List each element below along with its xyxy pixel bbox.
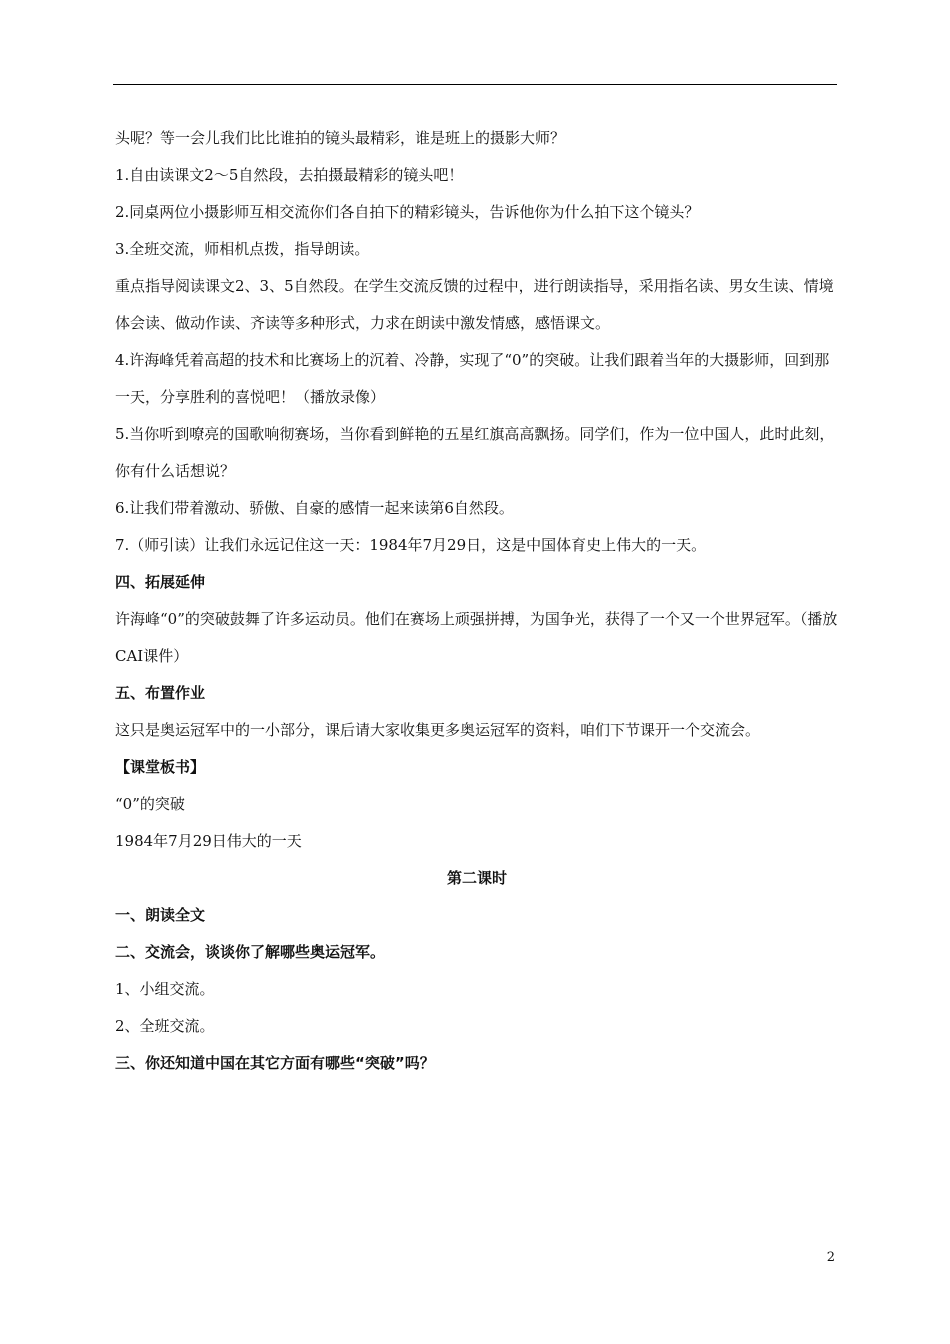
page-number: 2 (826, 1250, 835, 1265)
heading-breakthroughs: 三、你还知道中国在其它方面有哪些“突破”吗？ (115, 1054, 435, 1072)
exchange-item-1: 1、小组交流。 (115, 980, 215, 998)
second-lesson-title: 第二课时 (446, 869, 507, 887)
heading-read-full: 一、朗读全文 (115, 906, 206, 924)
step-7: 7.（师引读）让我们永远记住这一天：1984年7月29日，这是中国体育史上伟大的一天。 (115, 536, 707, 554)
document-body (115, 120, 839, 1082)
step-4: 4.许海峰凭着高超的技术和比赛场上的沉着、冷静，实现了“0”的突破。让我们跟着当年的大摄影师，回到那一天，分享胜利的喜悦吧！（播放录像） (115, 351, 830, 406)
header-rule (113, 84, 837, 85)
heading-exchange: 二、交流会，谈谈你了解哪些奥运冠军。 (115, 943, 386, 961)
extension-text: 许海峰“0”的突破鼓舞了许多运动员。他们在赛场上顽强拼搏，为国争光，获得了一个又一个世界冠军。（播放CAI课件） (115, 610, 838, 665)
step-1: 1.自由读课文2～5自然段，去拍摄最精彩的镜头吧！ (115, 166, 464, 184)
reading-guidance: 重点指导阅读课文2、3、5自然段。在学生交流反馈的过程中，进行朗读指导，采用指名读、男女生读、情境体会读、做动作读、齐读等多种形式，力求在朗读中激发情感，感悟课文。 (115, 277, 834, 332)
step-3: 3.全班交流，师相机点拨，指导朗读。 (115, 240, 370, 258)
blackboard-line-2: 1984年7月29日伟大的一天 (115, 832, 302, 850)
heading-blackboard: 【课堂板书】 (115, 758, 206, 776)
paragraph-cont: 头呢？等一会儿我们比比谁拍的镜头最精彩，谁是班上的摄影大师？ (115, 129, 566, 147)
blackboard-line-1: “0”的突破 (115, 795, 185, 813)
step-2: 2.同桌两位小摄影师互相交流你们各自拍下的精彩镜头，告诉他你为什么拍下这个镜头？ (115, 203, 700, 221)
step-5: 5.当你听到嘹亮的国歌响彻赛场，当你看到鲜艳的五星红旗高高飘扬。同学们，作为一位中国人，此时此刻，你有什么话想说？ (115, 425, 835, 480)
step-6: 6.让我们带着激动、骄傲、自豪的感情一起来读第6自然段。 (115, 499, 514, 517)
homework-text: 这只是奥运冠军中的一小部分，课后请大家收集更多奥运冠军的资料，咱们下节课开一个交流会。 (115, 721, 761, 739)
exchange-item-2: 2、全班交流。 (115, 1017, 215, 1035)
heading-extension: 四、拓展延伸 (115, 573, 206, 591)
heading-homework: 五、布置作业 (115, 684, 206, 702)
